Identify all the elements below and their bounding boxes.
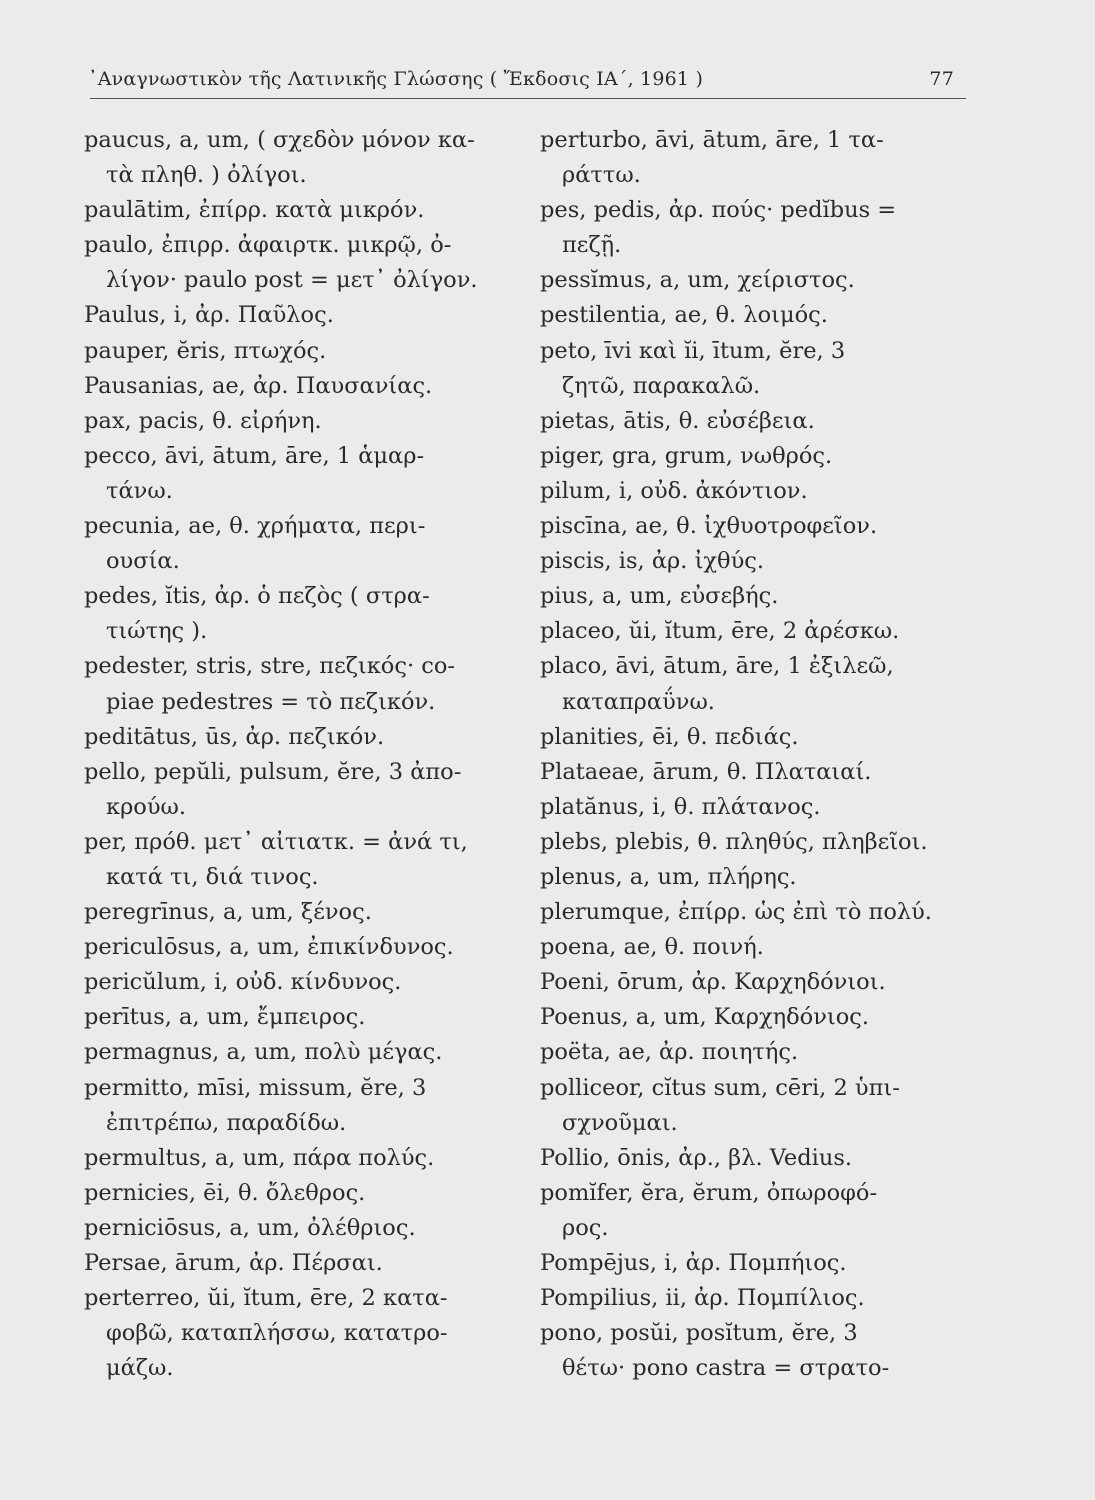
dictionary-line: placeo, ŭi, ĭtum, ēre, 2 ἀρέσκω. bbox=[540, 618, 900, 645]
dictionary-line: piscis, is, ἀρ. ἰχθύς. bbox=[540, 548, 765, 575]
dictionary-line: pernicies, ēi, θ. ὄλεθρος. bbox=[84, 1179, 366, 1206]
dictionary-line: κρούω. bbox=[106, 793, 187, 820]
dictionary-line: pomĭfer, ĕra, ĕrum, ὀπωροφό- bbox=[540, 1179, 878, 1206]
dictionary-line: pecunia, ae, θ. χρήματα, περι- bbox=[84, 513, 426, 540]
left-column bbox=[84, 123, 514, 1386]
dictionary-line: periculōsus, a, um, ἐπικίνδυνος. bbox=[84, 934, 454, 961]
dictionary-line: pauper, ĕris, πτωχός. bbox=[84, 337, 327, 364]
dictionary-line: σχνοῦμαι. bbox=[562, 1109, 678, 1136]
dictionary-line: pes, pedis, ἀρ. πούς· pedĭbus = bbox=[540, 197, 897, 224]
dictionary-line: piger, gra, grum, νωθρός. bbox=[540, 442, 833, 469]
dictionary-line: piscīna, ae, θ. ἰχθυοτροφεῖον. bbox=[540, 513, 878, 540]
dictionary-line: perterreo, ŭi, ĭtum, ēre, 2 κατα- bbox=[84, 1285, 448, 1312]
dictionary-line: pax, pacis, θ. εἰρήνη. bbox=[84, 407, 322, 434]
dictionary-line: pietas, ātis, θ. εὐσέβεια. bbox=[540, 407, 815, 434]
dictionary-line: φοβῶ, καταπλήσσω, κατατρο- bbox=[106, 1320, 448, 1347]
dictionary-line: pius, a, um, εὐσεβής. bbox=[540, 583, 779, 610]
dictionary-line: per, πρόθ. μετ᾽ αἰτιατκ. = ἀνά τι, bbox=[84, 828, 468, 855]
dictionary-line: Pompilius, ii, ἀρ. Πομπίλιος. bbox=[540, 1285, 865, 1312]
dictionary-line: pedester, stris, stre, πεζικός· co- bbox=[84, 653, 456, 680]
running-header bbox=[88, 64, 960, 98]
dictionary-line: Pausanias, ae, ἀρ. Παυσανίας. bbox=[84, 372, 433, 399]
dictionary-line: pello, pepŭli, pulsum, ĕre, 3 ἀπο- bbox=[84, 758, 462, 785]
dictionary-line: θέτω· pono castra = στρατο- bbox=[562, 1355, 890, 1382]
dictionary-line: permagnus, a, um, πολὺ μέγας. bbox=[84, 1039, 443, 1066]
dictionary-line: perniciōsus, a, um, ὀλέθριος. bbox=[84, 1214, 416, 1241]
dictionary-line: ουσία. bbox=[106, 548, 180, 575]
dictionary-line: paulātim, ἐπίρρ. κατὰ μικρόν. bbox=[84, 197, 425, 224]
dictionary-line: pestilentia, ae, θ. λοιμός. bbox=[540, 302, 828, 329]
dictionary-line: Paulus, i, ἀρ. Παῦλος. bbox=[84, 302, 334, 329]
dictionary-line: τιώτης ). bbox=[106, 618, 208, 645]
dictionary-line: τὰ πληθ. ) ὀλίγοι. bbox=[106, 162, 307, 189]
dictionary-line: μάζω. bbox=[106, 1355, 174, 1382]
page-number: 77 bbox=[929, 68, 954, 90]
dictionary-line: pono, posŭi, posĭtum, ĕre, 3 bbox=[540, 1320, 858, 1347]
header-rule bbox=[90, 98, 966, 99]
dictionary-line: plebs, plebis, θ. πληθύς, πληβεῖοι. bbox=[540, 828, 928, 855]
dictionary-line: pedes, ĭtis, ἀρ. ὁ πεζὸς ( στρα- bbox=[84, 583, 430, 610]
dictionary-line: ἐπιτρέπω, παραδίδω. bbox=[106, 1109, 347, 1136]
dictionary-line: peditātus, ūs, ἀρ. πεζικόν. bbox=[84, 723, 385, 750]
dictionary-line: τάνω. bbox=[106, 477, 173, 504]
dictionary-line: piae pedestres = τὸ πεζικόν. bbox=[106, 688, 436, 715]
dictionary-line: permultus, a, um, πάρα πολύς. bbox=[84, 1144, 435, 1171]
dictionary-line: ράττω. bbox=[562, 162, 641, 189]
dictionary-line: Pompējus, i, ἀρ. Πομπήιος. bbox=[540, 1250, 847, 1276]
dictionary-line: peto, īvi καὶ ĭi, ītum, ĕre, 3 bbox=[540, 337, 846, 364]
dictionary-line: plerumque, ἐπίρρ. ὡς ἐπὶ τὸ πολύ. bbox=[540, 899, 932, 926]
dictionary-line: permitto, mīsi, missum, ĕre, 3 bbox=[84, 1074, 427, 1101]
dictionary-line: πεζῇ. bbox=[562, 232, 622, 259]
dictionary-line: ρος. bbox=[562, 1214, 609, 1241]
dictionary-line: pericŭlum, i, οὐδ. κίνδυνος. bbox=[84, 969, 402, 996]
dictionary-line: planities, ēi, θ. πεδιάς. bbox=[540, 723, 799, 750]
dictionary-line: plenus, a, um, πλήρης. bbox=[540, 863, 797, 890]
dictionary-line: Persae, ārum, ἀρ. Πέρσαι. bbox=[84, 1250, 383, 1276]
dictionary-line: placo, āvi, ātum, āre, 1 ἐξιλεῶ, bbox=[540, 653, 894, 680]
dictionary-line: perītus, a, um, ἔμπειρος. bbox=[84, 1004, 366, 1031]
dictionary-line: pilum, i, οὐδ. ἀκόντιον. bbox=[540, 477, 808, 504]
dictionary-line: Poeni, ōrum, ἀρ. Καρχηδόνιοι. bbox=[540, 969, 886, 996]
dictionary-line: κατά τι, διά τινος. bbox=[106, 863, 319, 890]
dictionary-line: Pollio, ōnis, ἀρ., βλ. Vedius. bbox=[540, 1144, 853, 1171]
dictionary-line: pecco, āvi, ātum, āre, 1 ἁμαρ- bbox=[84, 442, 425, 469]
dictionary-line: Plataeae, ārum, θ. Πλαταιαί. bbox=[540, 758, 872, 785]
dictionary-line: peregrīnus, a, um, ξένος. bbox=[84, 899, 372, 926]
dictionary-line: polliceor, cĭtus sum, cēri, 2 ὑπι- bbox=[540, 1074, 900, 1101]
dictionary-line: platănus, i, θ. πλάτανος. bbox=[540, 793, 821, 820]
dictionary-line: paulo, ἐπιρρ. ἀφαιρτκ. μικρῷ, ὀ- bbox=[84, 232, 452, 259]
dictionary-line: paucus, a, um, ( σχεδὸν μόνον κα- bbox=[84, 127, 475, 153]
right-column bbox=[540, 123, 970, 1386]
dictionary-line: poena, ae, θ. ποινή. bbox=[540, 934, 764, 961]
dictionary-line: perturbo, āvi, ātum, āre, 1 τα- bbox=[540, 127, 884, 153]
dictionary-line: καταπραΰνω. bbox=[562, 688, 715, 715]
dictionary-line: poëta, ae, ἀρ. ποιητής. bbox=[540, 1039, 799, 1066]
header-title: ᾿Αναγνωστικὸν τῆς Λατινικῆς Γλώσσης ( Ἔκδοσις ΙΑ΄, 1961 ) bbox=[88, 68, 704, 90]
dictionary-line: ζητῶ, παρακαλῶ. bbox=[562, 372, 761, 399]
dictionary-line: λίγον· paulo post = μετ᾽ ὀλίγον. bbox=[106, 267, 478, 294]
dictionary-line: Poenus, a, um, Καρχηδόνιος. bbox=[540, 1004, 870, 1031]
dictionary-line: pessĭmus, a, um, χείριστος. bbox=[540, 267, 855, 294]
